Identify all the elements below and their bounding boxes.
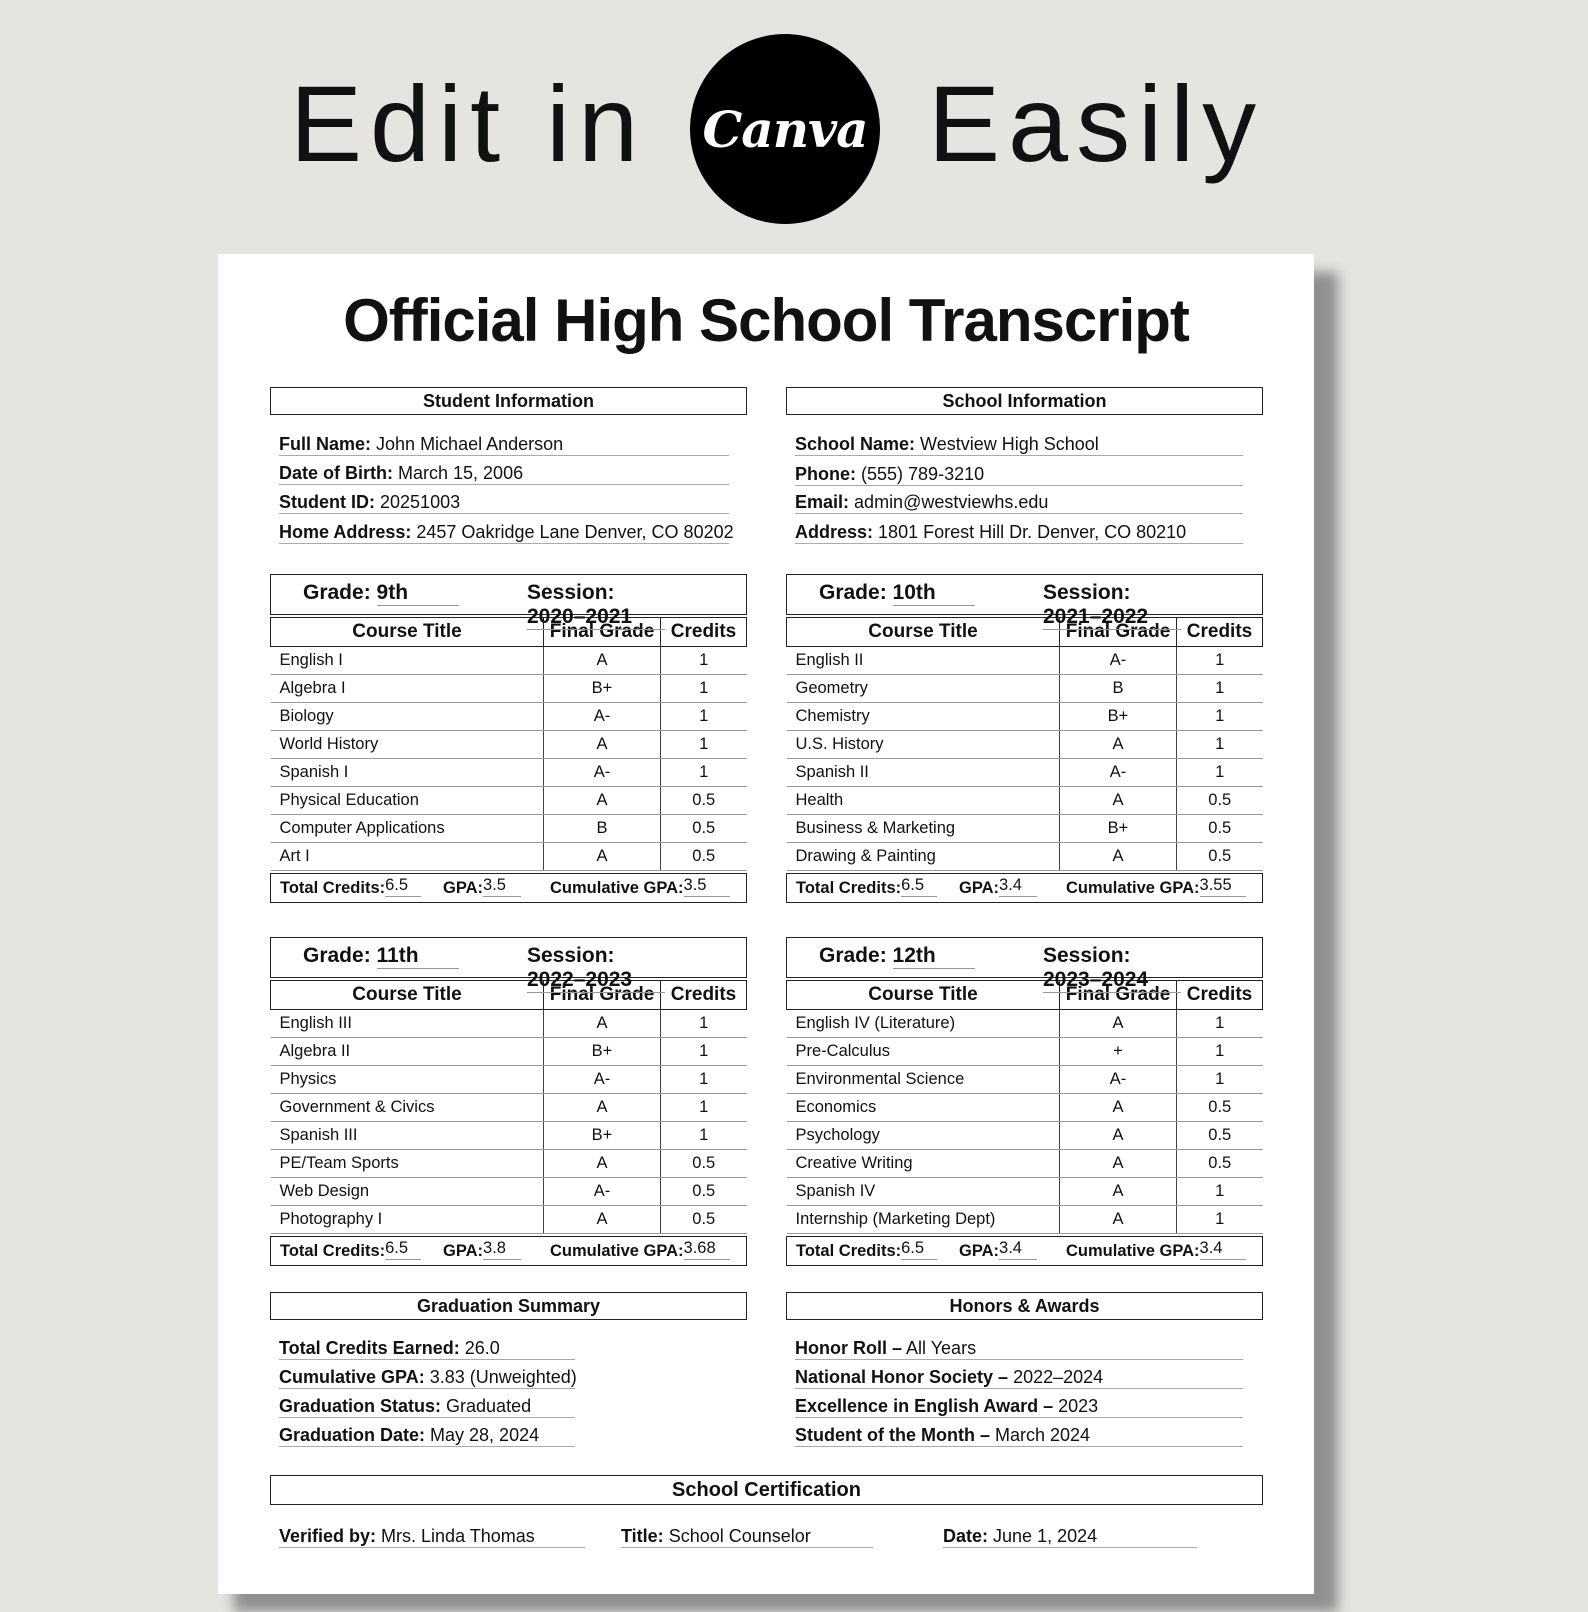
final-grade[interactable]: A [1060,1178,1177,1206]
final-grade[interactable]: A [1060,1206,1177,1234]
final-grade[interactable]: A [1060,843,1177,871]
final-grade[interactable]: B+ [544,675,661,703]
credits[interactable]: 0.5 [1177,815,1263,843]
final-grade[interactable]: A [544,787,661,815]
table-row[interactable] [271,731,747,759]
course-title[interactable]: Pre-Calculus [787,1038,1060,1066]
grade-table-12 [786,937,1263,1266]
document-title: Official High School Transcript [343,287,1189,354]
credits[interactable]: 1 [1177,1038,1263,1066]
gpa-value[interactable]: 3.4 [999,1237,1037,1260]
course-title[interactable]: PE/Team Sports [271,1150,544,1178]
table-row[interactable] [787,1010,1263,1038]
final-grade[interactable]: A [1060,1150,1177,1178]
grade-label: Grade: 10th [819,581,975,606]
course-title[interactable]: Spanish IV [787,1178,1060,1206]
course-title[interactable]: Environmental Science [787,1066,1060,1094]
final-grade[interactable]: A [1060,1122,1177,1150]
course-title[interactable]: Geometry [787,675,1060,703]
graduation-date[interactable]: Graduation Date: May 28, 2024 [279,1423,575,1447]
session-value[interactable]: 2022–2023 [527,968,665,993]
credits[interactable]: 1 [1177,731,1263,759]
cumulative-gpa-value[interactable]: 3.4 [1200,1237,1246,1260]
table-row[interactable] [787,1122,1263,1150]
table-row[interactable] [787,731,1263,759]
final-grade[interactable]: B+ [1060,703,1177,731]
table-row[interactable] [271,647,747,675]
final-grade[interactable]: A [544,843,661,871]
credits-header: Credits [661,981,747,1010]
course-title[interactable]: Internship (Marketing Dept) [787,1206,1060,1234]
banner-text-right: Easily [928,63,1265,184]
school-phone[interactable]: Phone: (555) 789-3210 [795,462,1243,486]
canva-logo [690,34,880,224]
credits[interactable]: 1 [661,759,747,787]
table-row[interactable] [271,1066,747,1094]
course-title[interactable]: Spanish I [271,759,544,787]
grade-value[interactable]: 12th [893,944,975,969]
table-row[interactable] [787,815,1263,843]
table-row[interactable] [787,1178,1263,1206]
final-grade[interactable]: A [544,1150,661,1178]
verified-by-field[interactable]: Verified by: Mrs. Linda Thomas [279,1524,585,1548]
cumulative-gpa-value[interactable]: 3.55 [1200,874,1246,897]
course-title[interactable]: Physical Education [271,787,544,815]
course-title[interactable]: Spanish II [787,759,1060,787]
course-table [786,617,1263,871]
credits[interactable]: 1 [1177,1010,1263,1038]
credits[interactable]: 0.5 [661,815,747,843]
final-grade[interactable]: A [1060,787,1177,815]
final-grade-header: Final Grade [1060,981,1177,1010]
table-row[interactable] [787,787,1263,815]
course-title-header: Course Title [271,981,544,1010]
table-row[interactable] [271,787,747,815]
table-row[interactable] [787,675,1263,703]
table-row[interactable] [271,759,747,787]
final-grade[interactable]: A [1060,1010,1177,1038]
session-label: Session: 2021–2022 [1043,581,1262,630]
final-grade[interactable]: A- [544,1178,661,1206]
honor-item[interactable]: National Honor Society – 2022–2024 [795,1365,1243,1389]
totals-bar: Total Credits: 6.5 GPA: 3.4 Cumulative GPA: 3.55 [786,873,1263,903]
grade-table-9 [270,574,747,903]
credits[interactable]: 1 [661,1066,747,1094]
table-row[interactable] [271,1010,747,1038]
final-grade[interactable]: B+ [544,1038,661,1066]
canva-logo-text: Canva [702,99,868,159]
course-title[interactable]: Economics [787,1094,1060,1122]
course-title[interactable]: Creative Writing [787,1150,1060,1178]
final-grade[interactable]: A- [544,1066,661,1094]
graduation-summary-header: Graduation Summary [270,1292,747,1320]
grade-label: Grade: 12th [819,944,975,969]
table-row[interactable] [787,1066,1263,1094]
table-row[interactable] [271,1178,747,1206]
grade-table-10 [786,574,1263,903]
honors-awards-header: Honors & Awards [786,1292,1263,1320]
credits[interactable]: 0.5 [1177,1150,1263,1178]
student-id[interactable]: Student ID: 20251003 [279,490,729,514]
course-title[interactable]: Chemistry [787,703,1060,731]
student-full-name[interactable]: Full Name: John Michael Anderson [279,432,729,456]
grade-value[interactable]: 9th [377,581,459,606]
session-label: Session: 2020–2021 [527,581,746,630]
course-title[interactable]: Drawing & Painting [787,843,1060,871]
school-certification-header: School Certification [270,1475,1263,1505]
final-grade[interactable]: A [544,647,661,675]
final-grade[interactable]: A [544,1094,661,1122]
totals-bar: Total Credits: 6.5 GPA: 3.4 Cumulative GPA: 3.4 [786,1236,1263,1266]
table-row[interactable] [271,1150,747,1178]
grade-value[interactable]: 10th [893,581,975,606]
final-grade[interactable]: A [544,731,661,759]
final-grade[interactable]: A- [1060,1066,1177,1094]
school-info-header: School Information [786,387,1263,415]
credits[interactable]: 1 [1177,759,1263,787]
credits[interactable]: 0.5 [661,787,747,815]
total-credits-value[interactable]: 6.5 [385,874,421,897]
total-credits-earned[interactable]: Total Credits Earned: 26.0 [279,1336,575,1360]
credits[interactable]: 1 [661,647,747,675]
course-title-header: Course Title [787,981,1060,1010]
course-title[interactable]: English I [271,647,544,675]
credits[interactable]: 0.5 [1177,1094,1263,1122]
school-name[interactable]: School Name: Westview High School [795,432,1243,456]
credits[interactable]: 0.5 [661,1178,747,1206]
date-field[interactable]: Date: June 1, 2024 [943,1524,1197,1548]
credits[interactable]: 1 [1177,647,1263,675]
final-grade-header: Final Grade [1060,618,1177,647]
credits[interactable]: 1 [661,1094,747,1122]
credits[interactable]: 1 [1177,703,1263,731]
cumulative-gpa-value[interactable]: 3.5 [684,874,730,897]
course-table [270,617,747,871]
table-row[interactable] [787,1038,1263,1066]
course-title[interactable]: Algebra I [271,675,544,703]
table-row[interactable] [271,843,747,871]
credits[interactable]: 0.5 [661,1150,747,1178]
course-title[interactable]: English IV (Literature) [787,1010,1060,1038]
course-title[interactable]: Art I [271,843,544,871]
session-value[interactable]: 2020–2021 [527,605,665,630]
session-label: Session: 2023–2024 [1043,944,1262,993]
grade-session-bar [270,574,747,628]
promo-banner [0,0,1588,250]
course-title[interactable]: U.S. History [787,731,1060,759]
honor-item[interactable]: Excellence in English Award – 2023 [795,1394,1243,1418]
student-info-header: Student Information [270,387,747,415]
course-title-header: Course Title [271,618,544,647]
credits[interactable]: 1 [1177,1178,1263,1206]
final-grade-header: Final Grade [544,981,661,1010]
credits[interactable]: 0.5 [661,843,747,871]
table-row[interactable] [271,703,747,731]
totals-bar: Total Credits: 6.5 GPA: 3.8 Cumulative GPA: 3.68 [270,1236,747,1266]
credits[interactable]: 1 [661,675,747,703]
course-title[interactable]: Algebra II [271,1038,544,1066]
cumulative-gpa[interactable]: Cumulative GPA: 3.83 (Unweighted) [279,1367,577,1387]
credits[interactable]: 1 [661,1122,747,1150]
gpa-value[interactable]: 3.5 [483,874,521,897]
credits[interactable]: 1 [1177,1206,1263,1234]
table-row[interactable] [271,1206,747,1234]
graduation-status[interactable]: Graduation Status: Graduated [279,1394,575,1418]
credits[interactable]: 1 [661,731,747,759]
table-row[interactable] [787,647,1263,675]
final-grade[interactable]: B+ [1060,815,1177,843]
course-title[interactable]: World History [271,731,544,759]
course-title[interactable]: Business & Marketing [787,815,1060,843]
grade-session-bar [270,937,747,991]
gpa-value[interactable]: 3.8 [483,1237,521,1260]
credits[interactable]: 0.5 [1177,1122,1263,1150]
table-row[interactable] [271,675,747,703]
honor-item[interactable]: Student of the Month – March 2024 [795,1423,1243,1447]
course-title[interactable]: English II [787,647,1060,675]
final-grade[interactable]: B [1060,675,1177,703]
grade-session-bar [786,937,1263,991]
course-title[interactable]: Photography I [271,1206,544,1234]
credits[interactable]: 1 [1177,1066,1263,1094]
final-grade[interactable]: A [1060,731,1177,759]
final-grade[interactable]: A [544,1206,661,1234]
credits[interactable]: 0.5 [1177,843,1263,871]
grade-label: Grade: 9th [303,581,459,606]
credits[interactable]: 1 [661,1038,747,1066]
final-grade[interactable]: B+ [544,1122,661,1150]
final-grade[interactable]: A [544,1010,661,1038]
banner-text-left: Edit in [290,63,647,184]
total-credits-value[interactable]: 6.5 [385,1237,421,1260]
total-credits-value[interactable]: 6.5 [901,1237,937,1260]
final-grade[interactable]: A- [1060,759,1177,787]
course-table [270,980,747,1234]
credits[interactable]: 0.5 [1177,787,1263,815]
table-row[interactable] [271,1094,747,1122]
final-grade[interactable]: A- [544,703,661,731]
credits-header: Credits [1177,618,1263,647]
credits-header: Credits [1177,981,1263,1010]
table-row[interactable] [787,703,1263,731]
course-title[interactable]: Spanish III [271,1122,544,1150]
course-title[interactable]: Physics [271,1066,544,1094]
table-row[interactable] [787,1150,1263,1178]
session-label: Session: 2022–2023 [527,944,746,993]
course-title[interactable]: Web Design [271,1178,544,1206]
course-title[interactable]: Health [787,787,1060,815]
credits[interactable]: 1 [661,703,747,731]
table-row[interactable] [787,843,1263,871]
school-email[interactable]: Email: admin@westviewhs.edu [795,490,1243,514]
totals-bar: Total Credits: 6.5 GPA: 3.5 Cumulative GPA: 3.5 [270,873,747,903]
credits[interactable]: 1 [1177,675,1263,703]
course-table [786,980,1263,1234]
course-title-header: Course Title [787,618,1060,647]
final-grade[interactable]: + [1060,1038,1177,1066]
cumulative-gpa-value[interactable]: 3.68 [684,1237,730,1260]
credits[interactable]: 1 [661,1010,747,1038]
table-row[interactable] [787,1206,1263,1234]
course-title[interactable]: English III [271,1010,544,1038]
session-value[interactable]: 2023–2024 [1043,968,1181,993]
table-row[interactable] [787,759,1263,787]
grade-table-11 [270,937,747,1266]
student-dob[interactable]: Date of Birth: March 15, 2006 [279,461,729,485]
credits[interactable]: 0.5 [661,1206,747,1234]
course-title[interactable]: Government & Civics [271,1094,544,1122]
final-grade[interactable]: A [1060,1094,1177,1122]
student-address[interactable]: Home Address: 2457 Oakridge Lane Denver, CO 80202 [279,522,734,542]
final-grade[interactable]: A- [544,759,661,787]
course-title[interactable]: Computer Applications [271,815,544,843]
final-grade-header: Final Grade [544,618,661,647]
table-row[interactable] [271,815,747,843]
final-grade[interactable]: A- [1060,647,1177,675]
session-value[interactable]: 2021–2022 [1043,605,1181,630]
gpa-value[interactable]: 3.4 [999,874,1037,897]
table-row[interactable] [271,1038,747,1066]
grade-value[interactable]: 11th [377,944,459,969]
grade-label: Grade: 11th [303,944,459,969]
transcript-document [218,254,1314,1594]
course-title[interactable]: Psychology [787,1122,1060,1150]
course-title[interactable]: Biology [271,703,544,731]
table-row[interactable] [787,1094,1263,1122]
school-address[interactable]: Address: 1801 Forest Hill Dr. Denver, CO 80210 [795,520,1243,544]
title-field[interactable]: Title: School Counselor [621,1524,873,1548]
credits-header: Credits [661,618,747,647]
total-credits-value[interactable]: 6.5 [901,874,937,897]
final-grade[interactable]: B [544,815,661,843]
honor-item[interactable]: Honor Roll – All Years [795,1336,1243,1360]
table-row[interactable] [271,1122,747,1150]
grade-session-bar [786,574,1263,628]
